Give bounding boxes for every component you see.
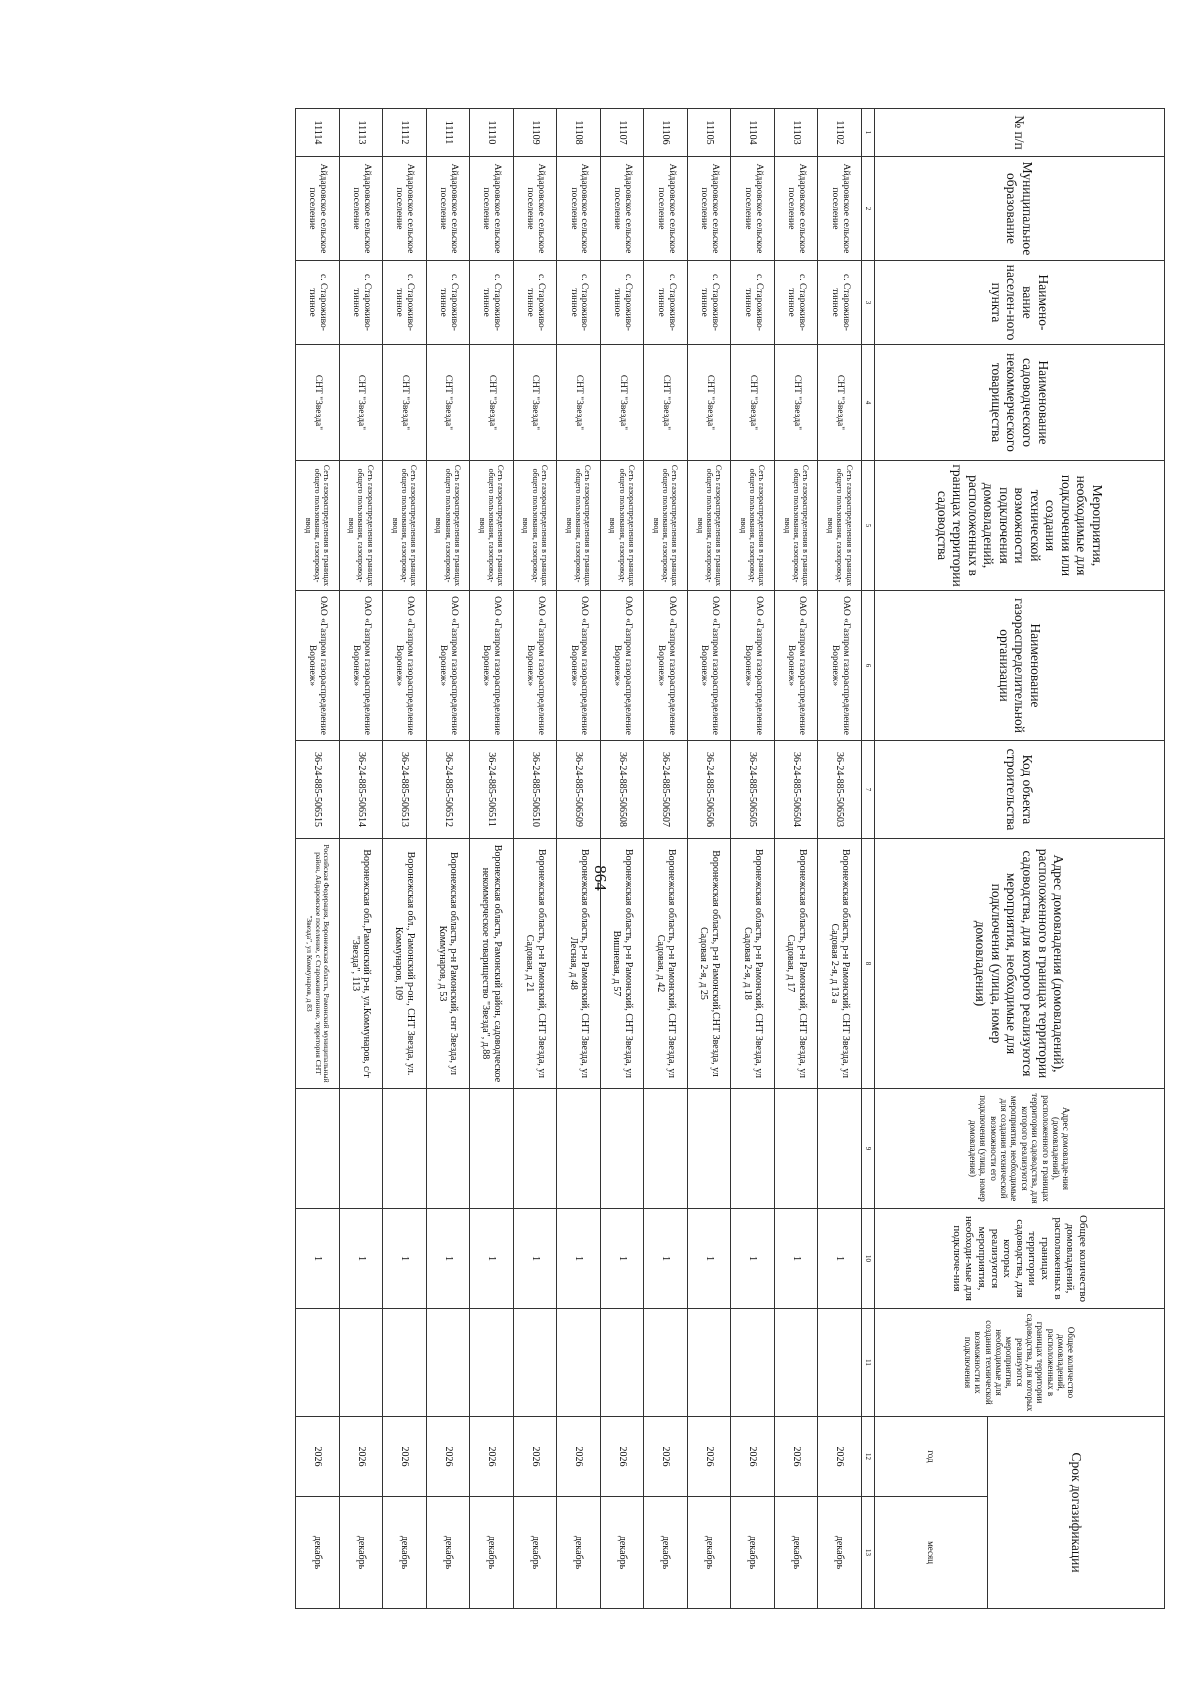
partnership-cell: СНТ "Звезда"	[687, 345, 731, 461]
year-cell: 2026	[644, 1417, 688, 1497]
column-number: 11	[862, 1309, 875, 1417]
header-term-month: месяц	[875, 1497, 988, 1609]
settlement-cell: с. Староживо-тинное	[687, 261, 731, 345]
gas-org-cell: ОАО «Газпром газораспределение Воронеж»	[426, 591, 470, 741]
address-tech-cell	[513, 1089, 557, 1209]
count-connect-cell: 1	[470, 1209, 514, 1309]
municipality-cell: Айдаровское сельское поселение	[513, 157, 557, 261]
count-tech-cell	[426, 1309, 470, 1417]
gasification-table	[295, 108, 1165, 1609]
address-cell: Воронежская область, р-н Рамонский,СНТ Звезда, ул Садовая 2-я, д 25	[687, 839, 731, 1089]
table-row	[600, 109, 644, 1609]
address-tech-cell	[818, 1089, 862, 1209]
settlement-cell: с. Староживо-тинное	[774, 261, 818, 345]
measures-cell: Сеть газораспределения в границах общего пользования, газопровод-ввод	[296, 461, 340, 591]
municipality-cell: Айдаровское сельское поселение	[557, 157, 601, 261]
column-number: 13	[862, 1497, 875, 1609]
month-cell: декабрь	[470, 1497, 514, 1609]
municipality-cell: Айдаровское сельское поселение	[687, 157, 731, 261]
column-number: 1	[862, 109, 875, 157]
address-tech-cell	[470, 1089, 514, 1209]
header-count-connect: Общее количество домовладений, расположенных в границах территории садоводства, для которых реализуются мероприятия, необходи-мые для подключе-ния	[875, 1209, 1165, 1309]
count-tech-cell	[644, 1309, 688, 1417]
settlement-cell: с. Староживо-тинное	[600, 261, 644, 345]
address-cell: Воронежская область, р-н Рамонский, СНТ Звезда, ул Лесная, д 48	[557, 839, 601, 1089]
address-cell: Воронежская обл., Рамонский р-он., СНТ Звезда, ул. Коммунаров, 109	[383, 839, 427, 1089]
count-tech-cell	[513, 1309, 557, 1417]
municipality-cell: Айдаровское сельское поселение	[296, 157, 340, 261]
column-numbers-row	[862, 109, 875, 1609]
partnership-cell: СНТ "Звезда"	[339, 345, 383, 461]
header-measures: Мероприятия, необходимые для подключения или создания технической возможности подключения домовладений, расположенных в границах территории садоводства	[875, 461, 1165, 591]
table-body	[296, 109, 862, 1609]
row-number: 11108	[557, 109, 601, 157]
gas-org-cell: ОАО «Газпром газораспределение Воронеж»	[731, 591, 775, 741]
count-tech-cell	[339, 1309, 383, 1417]
table-row	[644, 109, 688, 1609]
header-gas-org: Наименование газораспределительной организации	[875, 591, 1165, 741]
row-number: 11106	[644, 109, 688, 157]
column-number: 2	[862, 157, 875, 261]
month-cell: декабрь	[687, 1497, 731, 1609]
municipality-cell: Айдаровское сельское поселение	[774, 157, 818, 261]
year-cell: 2026	[339, 1417, 383, 1497]
settlement-cell: с. Староживо-тинное	[644, 261, 688, 345]
column-number: 12	[862, 1417, 875, 1497]
year-cell: 2026	[296, 1417, 340, 1497]
object-code-cell: 36-24-885-506510	[513, 741, 557, 839]
measures-cell: Сеть газораспределения в границах общего пользования, газопровод-ввод	[687, 461, 731, 591]
header-object-code: Код объекта строительства	[875, 741, 1165, 839]
count-tech-cell	[470, 1309, 514, 1417]
settlement-cell: с. Староживо-тинное	[296, 261, 340, 345]
count-connect-cell: 1	[513, 1209, 557, 1309]
measures-cell: Сеть газораспределения в границах общего пользования, газопровод-ввод	[339, 461, 383, 591]
table-row	[426, 109, 470, 1609]
header-no: № п/п	[875, 109, 1165, 157]
header-municipality: Муниципальное образование	[875, 157, 1165, 261]
table-row	[818, 109, 862, 1609]
partnership-cell: СНТ "Звезда"	[731, 345, 775, 461]
settlement-cell: с. Староживо-тинное	[470, 261, 514, 345]
settlement-cell: с. Староживо-тинное	[513, 261, 557, 345]
count-connect-cell: 1	[557, 1209, 601, 1309]
partnership-cell: СНТ "Звезда"	[296, 345, 340, 461]
gas-org-cell: ОАО «Газпром газораспределение Воронеж»	[383, 591, 427, 741]
month-cell: декабрь	[731, 1497, 775, 1609]
count-connect-cell: 1	[426, 1209, 470, 1309]
municipality-cell: Айдаровское сельское поселение	[731, 157, 775, 261]
address-cell: Воронежская область, р-н Рамонский, СНТ Звезда, ул Садовая 2-я, д 18	[731, 839, 775, 1089]
column-number: 9	[862, 1089, 875, 1209]
partnership-cell: СНТ "Звезда"	[557, 345, 601, 461]
year-cell: 2026	[470, 1417, 514, 1497]
header-settlement: Наимено-вание населен-ного пункта	[875, 261, 1165, 345]
object-code-cell: 36-24-885-506513	[383, 741, 427, 839]
month-cell: декабрь	[557, 1497, 601, 1609]
object-code-cell: 36-24-885-506504	[774, 741, 818, 839]
measures-cell: Сеть газораспределения в границах общего пользования, газопровод-ввод	[818, 461, 862, 591]
header-term: Срок догазификации	[988, 1417, 1165, 1609]
row-number: 11110	[470, 109, 514, 157]
address-cell: Воронежская область, р-н Рамонский, снт Звезда, ул Коммунаров, д 53	[426, 839, 470, 1089]
count-tech-cell	[383, 1309, 427, 1417]
row-number: 11114	[296, 109, 340, 157]
gas-org-cell: ОАО «Газпром газораспределение Воронеж»	[818, 591, 862, 741]
address-cell: Российская Федерация, Воронежская область, Рамонский муниципальный район, Айдаровское поселение, с Староживотинное, территория СНТ "Звезда", ул Коммунаров, д 83	[296, 839, 340, 1089]
measures-cell: Сеть газораспределения в границах общего пользования, газопровод-ввод	[470, 461, 514, 591]
row-number: 11107	[600, 109, 644, 157]
gas-org-cell: ОАО «Газпром газораспределение Воронеж»	[687, 591, 731, 741]
measures-cell: Сеть газораспределения в границах общего пользования, газопровод-ввод	[513, 461, 557, 591]
header-address: Адрес домовладения (домовладений), расположенного в границах территории садоводства, для которого реализуются мероприятия, необходимые для подключения (улица, номер домовладения)	[875, 839, 1165, 1089]
measures-cell: Сеть газораспределения в границах общего пользования, газопровод-ввод	[731, 461, 775, 591]
object-code-cell: 36-24-885-506506	[687, 741, 731, 839]
row-number: 11102	[818, 109, 862, 157]
gas-org-cell: ОАО «Газпром газораспределение Воронеж»	[296, 591, 340, 741]
month-cell: декабрь	[383, 1497, 427, 1609]
object-code-cell: 36-24-885-506515	[296, 741, 340, 839]
address-cell: Воронежская область, р-н Рамонский, СНТ Звезда, ул Садовая 2-я, д 13 а	[818, 839, 862, 1089]
count-connect-cell: 1	[644, 1209, 688, 1309]
row-number: 11112	[383, 109, 427, 157]
count-connect-cell: 1	[339, 1209, 383, 1309]
header-count-tech: Общее количество домовладений, расположенных в границах территории садоводства, для которых реализуются мероприятия, необходимые для создания технической возможности их подключения	[875, 1309, 1165, 1417]
address-cell: Воронежская область, р-н Рамонский, СНТ Звезда, ул Садовая, д 21	[513, 839, 557, 1089]
row-number: 11103	[774, 109, 818, 157]
measures-cell: Сеть газораспределения в границах общего пользования, газопровод-ввод	[600, 461, 644, 591]
column-number: 6	[862, 591, 875, 741]
column-number: 4	[862, 345, 875, 461]
table-row	[470, 109, 514, 1609]
address-tech-cell	[426, 1089, 470, 1209]
object-code-cell: 36-24-885-506508	[600, 741, 644, 839]
municipality-cell: Айдаровское сельское поселение	[339, 157, 383, 261]
count-tech-cell	[774, 1309, 818, 1417]
header-address-tech: Адрес домовладе-ния (домовладений), расположенного в границах территории садоводства, для которого реализуются мероприятия, необходимые для создания технической возможности его подключения (улица, номер домовладения)	[875, 1089, 1165, 1209]
table-row	[774, 109, 818, 1609]
table-row	[731, 109, 775, 1609]
table-row	[296, 109, 340, 1609]
table-row	[557, 109, 601, 1609]
measures-cell: Сеть газораспределения в границах общего пользования, газопровод-ввод	[774, 461, 818, 591]
gas-org-cell: ОАО «Газпром газораспределение Воронеж»	[644, 591, 688, 741]
month-cell: декабрь	[426, 1497, 470, 1609]
object-code-cell: 36-24-885-506509	[557, 741, 601, 839]
partnership-cell: СНТ "Звезда"	[818, 345, 862, 461]
partnership-cell: СНТ "Звезда"	[426, 345, 470, 461]
row-number: 11109	[513, 109, 557, 157]
address-tech-cell	[731, 1089, 775, 1209]
municipality-cell: Айдаровское сельское поселение	[600, 157, 644, 261]
municipality-cell: Айдаровское сельское поселение	[470, 157, 514, 261]
address-cell: Воронежская область, р-н Рамонский, СНТ Звезда, ул Садовая, д 17	[774, 839, 818, 1089]
column-number: 10	[862, 1209, 875, 1309]
year-cell: 2026	[383, 1417, 427, 1497]
month-cell: декабрь	[513, 1497, 557, 1609]
measures-cell: Сеть газораспределения в границах общего пользования, газопровод-ввод	[426, 461, 470, 591]
column-number: 3	[862, 261, 875, 345]
object-code-cell: 36-24-885-506505	[731, 741, 775, 839]
rotated-table-container	[295, 108, 1165, 1608]
year-cell: 2026	[513, 1417, 557, 1497]
header-partnership: Наименование садоводческого некоммерческого товарищества	[875, 345, 1165, 461]
year-cell: 2026	[426, 1417, 470, 1497]
year-cell: 2026	[557, 1417, 601, 1497]
settlement-cell: с. Староживо-тинное	[383, 261, 427, 345]
count-tech-cell	[687, 1309, 731, 1417]
count-tech-cell	[296, 1309, 340, 1417]
count-connect-cell: 1	[687, 1209, 731, 1309]
address-tech-cell	[296, 1089, 340, 1209]
month-cell: декабрь	[644, 1497, 688, 1609]
year-cell: 2026	[600, 1417, 644, 1497]
settlement-cell: с. Староживо-тинное	[557, 261, 601, 345]
count-connect-cell: 1	[818, 1209, 862, 1309]
gas-org-cell: ОАО «Газпром газораспределение Воронеж»	[470, 591, 514, 741]
partnership-cell: СНТ "Звезда"	[644, 345, 688, 461]
measures-cell: Сеть газораспределения в границах общего пользования, газопровод-ввод	[644, 461, 688, 591]
address-tech-cell	[687, 1089, 731, 1209]
measures-cell: Сеть газораспределения в границах общего пользования, газопровод-ввод	[383, 461, 427, 591]
column-number: 7	[862, 741, 875, 839]
gas-org-cell: ОАО «Газпром газораспределение Воронеж»	[600, 591, 644, 741]
address-tech-cell	[383, 1089, 427, 1209]
address-cell: Воронежская обл.,Рамонский р-н, ул.Коммунаров, с/т "Звезда", 113	[339, 839, 383, 1089]
count-tech-cell	[731, 1309, 775, 1417]
address-tech-cell	[557, 1089, 601, 1209]
partnership-cell: СНТ "Звезда"	[383, 345, 427, 461]
address-tech-cell	[644, 1089, 688, 1209]
address-cell: Воронежская область, р-н Рамонский, СНТ Звезда, ул Садовая, д 42	[644, 839, 688, 1089]
row-number: 11105	[687, 109, 731, 157]
month-cell: декабрь	[600, 1497, 644, 1609]
year-cell: 2026	[731, 1417, 775, 1497]
gas-org-cell: ОАО «Газпром газораспределение Воронеж»	[513, 591, 557, 741]
count-tech-cell	[557, 1309, 601, 1417]
gas-org-cell: ОАО «Газпром газораспределение Воронеж»	[774, 591, 818, 741]
municipality-cell: Айдаровское сельское поселение	[644, 157, 688, 261]
address-tech-cell	[600, 1089, 644, 1209]
row-number: 11113	[339, 109, 383, 157]
row-number: 11104	[731, 109, 775, 157]
object-code-cell: 36-24-885-506514	[339, 741, 383, 839]
month-cell: декабрь	[818, 1497, 862, 1609]
address-tech-cell	[339, 1089, 383, 1209]
settlement-cell: с. Староживо-тинное	[818, 261, 862, 345]
header-term-year: год	[875, 1417, 988, 1497]
settlement-cell: с. Староживо-тинное	[426, 261, 470, 345]
table-row	[687, 109, 731, 1609]
address-cell: Воронежская область, р-н Рамонский, СНТ Звезда, ул Вишневая, д 57	[600, 839, 644, 1089]
count-connect-cell: 1	[383, 1209, 427, 1309]
column-number: 5	[862, 461, 875, 591]
count-connect-cell: 1	[731, 1209, 775, 1309]
month-cell: декабрь	[296, 1497, 340, 1609]
row-number: 11111	[426, 109, 470, 157]
month-cell: декабрь	[339, 1497, 383, 1609]
count-tech-cell	[600, 1309, 644, 1417]
address-tech-cell	[774, 1089, 818, 1209]
partnership-cell: СНТ "Звезда"	[600, 345, 644, 461]
count-tech-cell	[818, 1309, 862, 1417]
gas-org-cell: ОАО «Газпром газораспределение Воронеж»	[557, 591, 601, 741]
table-row	[383, 109, 427, 1609]
year-cell: 2026	[774, 1417, 818, 1497]
count-connect-cell: 1	[600, 1209, 644, 1309]
municipality-cell: Айдаровское сельское поселение	[383, 157, 427, 261]
object-code-cell: 36-24-885-506503	[818, 741, 862, 839]
table-row	[513, 109, 557, 1609]
gas-org-cell: ОАО «Газпром газораспределение Воронеж»	[339, 591, 383, 741]
page-number: 864	[591, 865, 610, 891]
column-number: 8	[862, 839, 875, 1089]
partnership-cell: СНТ "Звезда"	[513, 345, 557, 461]
settlement-cell: с. Староживо-тинное	[731, 261, 775, 345]
partnership-cell: СНТ "Звезда"	[774, 345, 818, 461]
table-row	[339, 109, 383, 1609]
municipality-cell: Айдаровское сельское поселение	[426, 157, 470, 261]
count-connect-cell: 1	[296, 1209, 340, 1309]
measures-cell: Сеть газораспределения в границах общего пользования, газопровод-ввод	[557, 461, 601, 591]
municipality-cell: Айдаровское сельское поселение	[818, 157, 862, 261]
address-cell: Воронежская область, Рамонский район, садоводческое некоммерческое товарищество "Звезда", д.88	[470, 839, 514, 1089]
year-cell: 2026	[818, 1417, 862, 1497]
object-code-cell: 36-24-885-506512	[426, 741, 470, 839]
object-code-cell: 36-24-885-506507	[644, 741, 688, 839]
month-cell: декабрь	[774, 1497, 818, 1609]
settlement-cell: с. Староживо-тинное	[339, 261, 383, 345]
count-connect-cell: 1	[774, 1209, 818, 1309]
year-cell: 2026	[687, 1417, 731, 1497]
partnership-cell: СНТ "Звезда"	[470, 345, 514, 461]
object-code-cell: 36-24-885-506511	[470, 741, 514, 839]
